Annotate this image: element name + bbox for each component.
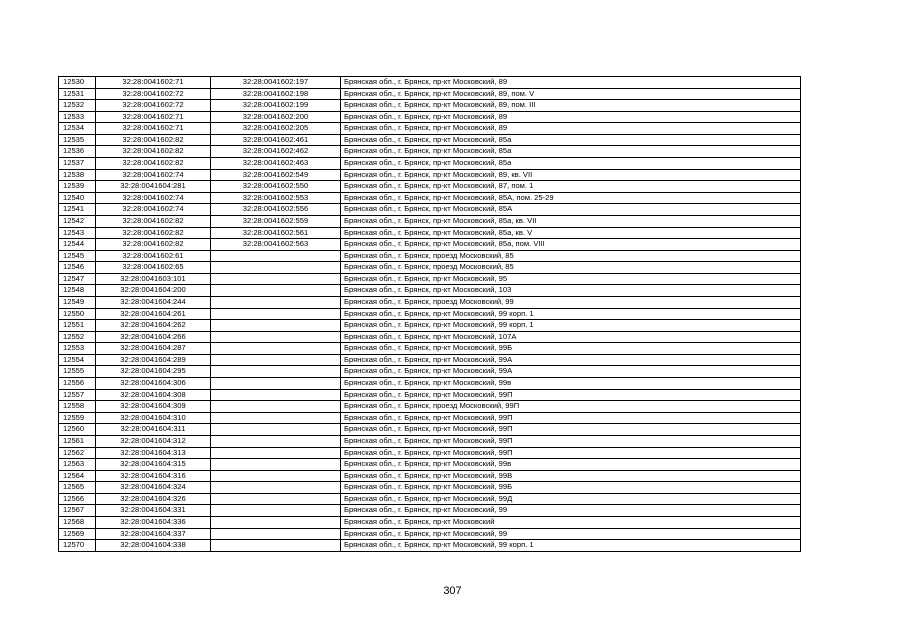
sub-cadastral-number-cell [211,343,341,355]
sub-cadastral-number-cell: 32:28:0041602:205 [211,123,341,135]
cadastral-number-cell: 32:28:0041604:200 [96,285,211,297]
cadastral-number-cell: 32:28:0041602:72 [96,100,211,112]
sub-cadastral-number-cell [211,470,341,482]
row-number-cell: 12539 [59,181,96,193]
row-number-cell: 12535 [59,134,96,146]
address-cell: Брянская обл., г. Брянск, пр-кт Московский, 85а [341,146,801,158]
cadastral-number-cell: 32:28:0041604:310 [96,412,211,424]
cadastral-number-cell: 32:28:0041602:74 [96,204,211,216]
table-row [59,482,801,494]
sub-cadastral-number-cell: 32:28:0041602:563 [211,239,341,251]
cadastral-number-cell: 32:28:0041603:101 [96,273,211,285]
address-cell: Брянская обл., г. Брянск, пр-кт Московский, 99П [341,412,801,424]
table-row [59,389,801,401]
table-row [59,516,801,528]
address-cell: Брянская обл., г. Брянск, пр-кт Московский, 89 [341,111,801,123]
cadastral-number-cell: 32:28:0041604:326 [96,493,211,505]
sub-cadastral-number-cell [211,482,341,494]
sub-cadastral-number-cell [211,320,341,332]
row-number-cell: 12551 [59,320,96,332]
table-row [59,134,801,146]
table-row [59,239,801,251]
address-cell: Брянская обл., г. Брянск, пр-кт Московский, 99 [341,528,801,540]
sub-cadastral-number-cell: 32:28:0041602:559 [211,215,341,227]
row-number-cell: 12568 [59,516,96,528]
address-cell: Брянская обл., г. Брянск, пр-кт Московский, 107А [341,331,801,343]
row-number-cell: 12530 [59,77,96,89]
row-number-cell: 12565 [59,482,96,494]
row-number-cell: 12538 [59,169,96,181]
cadastral-number-cell: 32:28:0041602:65 [96,262,211,274]
sub-cadastral-number-cell [211,366,341,378]
address-cell: Брянская обл., г. Брянск, пр-кт Московский, 99В [341,470,801,482]
table-row [59,493,801,505]
row-number-cell: 12562 [59,447,96,459]
sub-cadastral-number-cell [211,273,341,285]
sub-cadastral-number-cell [211,540,341,552]
table-row [59,459,801,471]
row-number-cell: 12540 [59,192,96,204]
sub-cadastral-number-cell: 32:28:0041602:556 [211,204,341,216]
row-number-cell: 12536 [59,146,96,158]
address-cell: Брянская обл., г. Брянск, пр-кт Московский, 85а [341,134,801,146]
row-number-cell: 12557 [59,389,96,401]
cadastral-registry-table [58,76,801,552]
row-number-cell: 12552 [59,331,96,343]
address-cell: Брянская обл., г. Брянск, проезд Московский, 99П [341,401,801,413]
address-cell: Брянская обл., г. Брянск, проезд Московский, 85 [341,250,801,262]
row-number-cell: 12550 [59,308,96,320]
sub-cadastral-number-cell [211,447,341,459]
sub-cadastral-number-cell [211,401,341,413]
table-row [59,540,801,552]
cadastral-number-cell: 32:28:0041602:61 [96,250,211,262]
row-number-cell: 12547 [59,273,96,285]
cadastral-number-cell: 32:28:0041604:309 [96,401,211,413]
sub-cadastral-number-cell [211,424,341,436]
sub-cadastral-number-cell: 32:28:0041602:549 [211,169,341,181]
table-row [59,528,801,540]
address-cell: Брянская обл., г. Брянск, пр-кт Московский, 99А [341,354,801,366]
cadastral-number-cell: 32:28:0041602:82 [96,134,211,146]
cadastral-number-cell: 32:28:0041604:308 [96,389,211,401]
sub-cadastral-number-cell: 32:28:0041602:561 [211,227,341,239]
sub-cadastral-number-cell [211,378,341,390]
cadastral-number-cell: 32:28:0041604:295 [96,366,211,378]
table-row [59,204,801,216]
address-cell: Брянская обл., г. Брянск, пр-кт Московский, 89 [341,123,801,135]
address-cell: Брянская обл., г. Брянск, пр-кт Московский, 103 [341,285,801,297]
sub-cadastral-number-cell [211,493,341,505]
table-row [59,215,801,227]
cadastral-number-cell: 32:28:0041602:82 [96,227,211,239]
table-row [59,470,801,482]
address-cell: Брянская обл., г. Брянск, пр-кт Московский, 99 корп. 1 [341,308,801,320]
table-row [59,296,801,308]
address-cell: Брянская обл., г. Брянск, пр-кт Московский, 85А [341,204,801,216]
address-cell: Брянская обл., г. Брянск, пр-кт Московский, 99 корп. 1 [341,320,801,332]
address-cell: Брянская обл., г. Брянск, пр-кт Московский, 99П [341,389,801,401]
cadastral-number-cell: 32:28:0041604:337 [96,528,211,540]
row-number-cell: 12556 [59,378,96,390]
table-row [59,447,801,459]
row-number-cell: 12542 [59,215,96,227]
address-cell: Брянская обл., г. Брянск, пр-кт Московский, 85а, пом. VIII [341,239,801,251]
sub-cadastral-number-cell [211,516,341,528]
sub-cadastral-number-cell: 32:28:0041602:198 [211,88,341,100]
registry-table-body [59,77,801,552]
table-row [59,285,801,297]
cadastral-number-cell: 32:28:0041602:71 [96,77,211,89]
table-row [59,412,801,424]
cadastral-number-cell: 32:28:0041604:336 [96,516,211,528]
row-number-cell: 12560 [59,424,96,436]
address-cell: Брянская обл., г. Брянск, пр-кт Московский, 99 [341,505,801,517]
cadastral-number-cell: 32:28:0041604:266 [96,331,211,343]
sub-cadastral-number-cell [211,250,341,262]
row-number-cell: 12561 [59,435,96,447]
table-row [59,88,801,100]
row-number-cell: 12545 [59,250,96,262]
cadastral-number-cell: 32:28:0041602:82 [96,239,211,251]
address-cell: Брянская обл., г. Брянск, пр-кт Московский, 85а, кв. V [341,227,801,239]
cadastral-number-cell: 32:28:0041602:82 [96,146,211,158]
page-number: 307 [443,585,462,597]
table-row [59,158,801,170]
cadastral-number-cell: 32:28:0041602:71 [96,111,211,123]
sub-cadastral-number-cell [211,412,341,424]
table-row [59,181,801,193]
sub-cadastral-number-cell: 32:28:0041602:462 [211,146,341,158]
table-row [59,320,801,332]
cadastral-number-cell: 32:28:0041604:315 [96,459,211,471]
table-row [59,169,801,181]
cadastral-number-cell: 32:28:0041604:311 [96,424,211,436]
sub-cadastral-number-cell: 32:28:0041602:461 [211,134,341,146]
row-number-cell: 12570 [59,540,96,552]
row-number-cell: 12554 [59,354,96,366]
cadastral-number-cell: 32:28:0041602:82 [96,158,211,170]
sub-cadastral-number-cell [211,296,341,308]
cadastral-number-cell: 32:28:0041604:316 [96,470,211,482]
table-row [59,273,801,285]
address-cell: Брянская обл., г. Брянск, пр-кт Московский, 99 корп. 1 [341,540,801,552]
cadastral-number-cell: 32:28:0041604:262 [96,320,211,332]
address-cell: Брянская обл., г. Брянск, пр-кт Московский, 99в [341,378,801,390]
row-number-cell: 12544 [59,239,96,251]
cadastral-number-cell: 32:28:0041604:312 [96,435,211,447]
cadastral-number-cell: 32:28:0041604:287 [96,343,211,355]
row-number-cell: 12549 [59,296,96,308]
row-number-cell: 12543 [59,227,96,239]
table-row [59,100,801,112]
row-number-cell: 12555 [59,366,96,378]
row-number-cell: 12533 [59,111,96,123]
sub-cadastral-number-cell [211,505,341,517]
table-row [59,308,801,320]
address-cell: Брянская обл., г. Брянск, пр-кт Московский, 89, кв. VII [341,169,801,181]
table-row [59,343,801,355]
address-cell: Брянская обл., г. Брянск, пр-кт Московский, 89 [341,77,801,89]
table-row [59,123,801,135]
row-number-cell: 12541 [59,204,96,216]
table-row [59,146,801,158]
address-cell: Брянская обл., г. Брянск, проезд Московский, 85 [341,262,801,274]
sub-cadastral-number-cell [211,528,341,540]
address-cell: Брянская обл., г. Брянск, пр-кт Московский, 99П [341,424,801,436]
address-cell: Брянская обл., г. Брянск, пр-кт Московский, 85а [341,158,801,170]
table-row [59,227,801,239]
address-cell: Брянская обл., г. Брянск, пр-кт Московский, 85а, кв. VII [341,215,801,227]
address-cell: Брянская обл., г. Брянск, проезд Московский, 99 [341,296,801,308]
sub-cadastral-number-cell [211,262,341,274]
cadastral-number-cell: 32:28:0041602:72 [96,88,211,100]
row-number-cell: 12534 [59,123,96,135]
sub-cadastral-number-cell [211,389,341,401]
row-number-cell: 12548 [59,285,96,297]
table-row [59,262,801,274]
cadastral-number-cell: 32:28:0041602:82 [96,215,211,227]
cadastral-number-cell: 32:28:0041604:281 [96,181,211,193]
row-number-cell: 12566 [59,493,96,505]
address-cell: Брянская обл., г. Брянск, пр-кт Московский, 99П [341,435,801,447]
address-cell: Брянская обл., г. Брянск, пр-кт Московский, 89, пом. V [341,88,801,100]
row-number-cell: 12564 [59,470,96,482]
table-row [59,250,801,262]
row-number-cell: 12567 [59,505,96,517]
sub-cadastral-number-cell [211,308,341,320]
sub-cadastral-number-cell: 32:28:0041602:200 [211,111,341,123]
table-row [59,401,801,413]
cadastral-number-cell: 32:28:0041604:338 [96,540,211,552]
cadastral-number-cell: 32:28:0041604:324 [96,482,211,494]
row-number-cell: 12553 [59,343,96,355]
row-number-cell: 12532 [59,100,96,112]
cadastral-number-cell: 32:28:0041604:331 [96,505,211,517]
table-row [59,111,801,123]
address-cell: Брянская обл., г. Брянск, пр-кт Московский, 95 [341,273,801,285]
address-cell: Брянская обл., г. Брянск, пр-кт Московский, 99А [341,366,801,378]
table-row [59,435,801,447]
table-row [59,424,801,436]
address-cell: Брянская обл., г. Брянск, пр-кт Московский, 99П [341,447,801,459]
sub-cadastral-number-cell: 32:28:0041602:463 [211,158,341,170]
row-number-cell: 12563 [59,459,96,471]
sub-cadastral-number-cell: 32:28:0041602:197 [211,77,341,89]
sub-cadastral-number-cell [211,435,341,447]
cadastral-number-cell: 32:28:0041602:71 [96,123,211,135]
cadastral-number-cell: 32:28:0041604:306 [96,378,211,390]
cadastral-number-cell: 32:28:0041602:74 [96,169,211,181]
address-cell: Брянская обл., г. Брянск, пр-кт Московский, 99в [341,459,801,471]
row-number-cell: 12558 [59,401,96,413]
cadastral-number-cell: 32:28:0041604:289 [96,354,211,366]
address-cell: Брянская обл., г. Брянск, пр-кт Московский, 99Б [341,482,801,494]
sub-cadastral-number-cell: 32:28:0041602:199 [211,100,341,112]
sub-cadastral-number-cell: 32:28:0041602:553 [211,192,341,204]
sub-cadastral-number-cell [211,285,341,297]
sub-cadastral-number-cell [211,354,341,366]
table-row [59,366,801,378]
cadastral-number-cell: 32:28:0041602:74 [96,192,211,204]
row-number-cell: 12531 [59,88,96,100]
cadastral-number-cell: 32:28:0041604:261 [96,308,211,320]
row-number-cell: 12569 [59,528,96,540]
table-row [59,505,801,517]
table-row [59,192,801,204]
sub-cadastral-number-cell [211,331,341,343]
cadastral-number-cell: 32:28:0041604:244 [96,296,211,308]
address-cell: Брянская обл., г. Брянск, пр-кт Московский, 89, пом. III [341,100,801,112]
address-cell: Брянская обл., г. Брянск, пр-кт Московский, 99Д [341,493,801,505]
address-cell: Брянская обл., г. Брянск, пр-кт Московский, 99Б [341,343,801,355]
address-cell: Брянская обл., г. Брянск, пр-кт Московский, 85А, пом. 25-29 [341,192,801,204]
address-cell: Брянская обл., г. Брянск, пр-кт Московский [341,516,801,528]
row-number-cell: 12537 [59,158,96,170]
row-number-cell: 12546 [59,262,96,274]
table-row [59,77,801,89]
table-row [59,354,801,366]
table-row [59,378,801,390]
row-number-cell: 12559 [59,412,96,424]
table-row [59,331,801,343]
cadastral-number-cell: 32:28:0041604:313 [96,447,211,459]
sub-cadastral-number-cell: 32:28:0041602:550 [211,181,341,193]
address-cell: Брянская обл., г. Брянск, пр-кт Московский, 87, пом. 1 [341,181,801,193]
sub-cadastral-number-cell [211,459,341,471]
